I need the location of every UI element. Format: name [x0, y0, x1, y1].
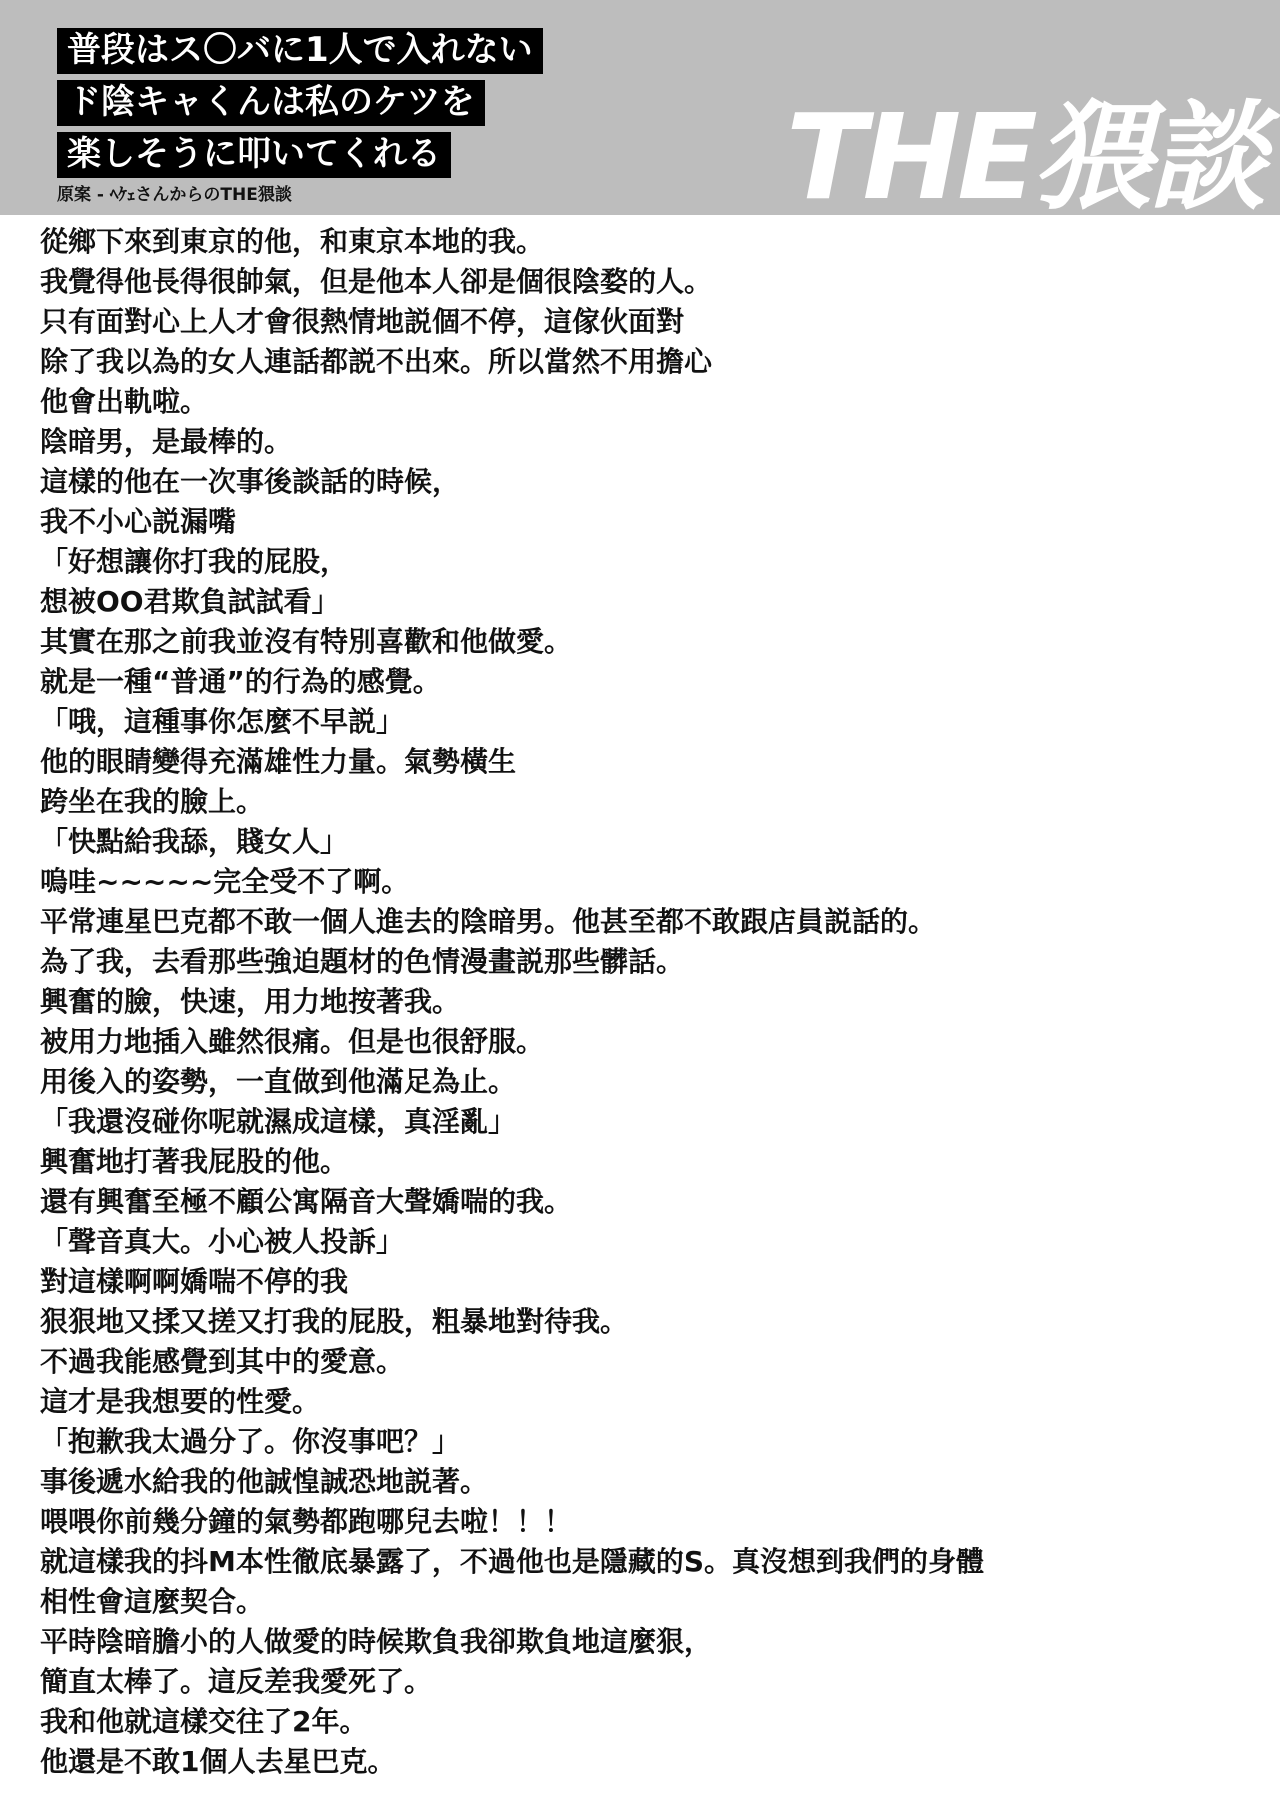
- text-line: 除了我以為的女人連話都説不出來。所以當然不用擔心: [40, 345, 713, 378]
- text-line: 相性會這麼契合。: [40, 1585, 265, 1618]
- text-line: 「我還沒碰你呢就濕成這樣，真淫亂」: [40, 1105, 517, 1138]
- text-line: 對這樣啊啊嬌喘不停的我: [40, 1265, 349, 1298]
- text-line: 就這樣我的抖M本性徹底暴露了，不過他也是隱藏的S。真沒想到我們的身體: [40, 1545, 985, 1578]
- text-line: 「聲音真大。小心被人投訴」: [40, 1225, 405, 1258]
- text-line: 還有興奮至極不顧公寓隔音大聲嬌喘的我。: [40, 1185, 573, 1218]
- text-line: 嗚哇~~~~~完全受不了啊。: [40, 865, 410, 898]
- text-line: 「抱歉我太過分了。你沒事吧？」: [40, 1425, 461, 1458]
- text-line: 他還是不敢1個人去星巴克。: [40, 1745, 396, 1778]
- the-waidan-logo: THE猥談: [786, 88, 1262, 215]
- text-line: 狠狠地又揉又搓又打我的屁股，粗暴地對待我。: [40, 1305, 629, 1338]
- text-line: 「好想讓你打我的屁股，: [40, 545, 349, 578]
- title-line: 普段はス〇バに1人で入れない: [57, 28, 543, 74]
- text-line: 我和他就這樣交往了2年。: [40, 1705, 368, 1738]
- text-line: 簡直太棒了。這反差我愛死了。: [40, 1665, 433, 1698]
- text-line: 平常連星巴克都不敢一個人進去的陰暗男。他甚至都不敢跟店員説話的。: [40, 905, 937, 938]
- text-line: 喂喂你前幾分鐘的氣勢都跑哪兒去啦！！！: [40, 1505, 573, 1538]
- text-line: 被用力地插入雖然很痛。但是也很舒服。: [40, 1025, 545, 1058]
- text-line: 這樣的他在一次事後談話的時候，: [40, 465, 461, 498]
- page-header: [0, 0, 1280, 215]
- text-line: 為了我，去看那些強迫題材的色情漫畫説那些髒話。: [40, 945, 685, 978]
- text-line: 「哦，這種事你怎麼不早説」: [40, 705, 405, 738]
- text-line: 興奮的臉，快速，用力地按著我。: [40, 985, 461, 1018]
- text-line: 他的眼睛變得充滿雄性力量。氣勢橫生: [40, 745, 517, 778]
- text-line: 其實在那之前我並沒有特別喜歡和他做愛。: [40, 625, 573, 658]
- text-line: 平時陰暗膽小的人做愛的時候欺負我卻欺負地這麼狠，: [40, 1625, 713, 1658]
- title-block: [57, 28, 543, 184]
- title-line: ド陰キャくんは私のケツを: [57, 80, 485, 126]
- credit-text: 原案 - ﾍｹｪさんからのTHE猥談: [57, 185, 292, 205]
- text-line: 這才是我想要的性愛。: [40, 1385, 321, 1418]
- text-line: 不過我能感覺到其中的愛意。: [40, 1345, 405, 1378]
- story-text: [40, 222, 1260, 1782]
- text-line: 我覺得他長得很帥氣，但是他本人卻是個很陰婺的人。: [40, 265, 713, 298]
- text-line: 只有面對心上人才會很熱情地説個不停，這傢伙面對: [40, 305, 685, 338]
- text-line: 「快點給我舔，賤女人」: [40, 825, 349, 858]
- text-line: 想被OO君欺負試試看」: [40, 585, 340, 618]
- text-line: 興奮地打著我屁股的他。: [40, 1145, 349, 1178]
- title-line: 楽しそうに叩いてくれる: [57, 132, 451, 178]
- text-line: 用後入的姿勢，一直做到他滿足為止。: [40, 1065, 517, 1098]
- text-line: 我不小心説漏嘴: [40, 505, 237, 538]
- text-line: 從鄉下來到東京的他，和東京本地的我。: [40, 225, 545, 258]
- text-line: 陰暗男，是最棒的。: [40, 425, 293, 458]
- text-line: 就是一種“普通”的行為的感覺。: [40, 665, 441, 698]
- text-line: 他會出軌啦。: [40, 385, 209, 418]
- text-line: 事後遞水給我的他誠惶誠恐地説著。: [40, 1465, 489, 1498]
- text-line: 跨坐在我的臉上。: [40, 785, 265, 818]
